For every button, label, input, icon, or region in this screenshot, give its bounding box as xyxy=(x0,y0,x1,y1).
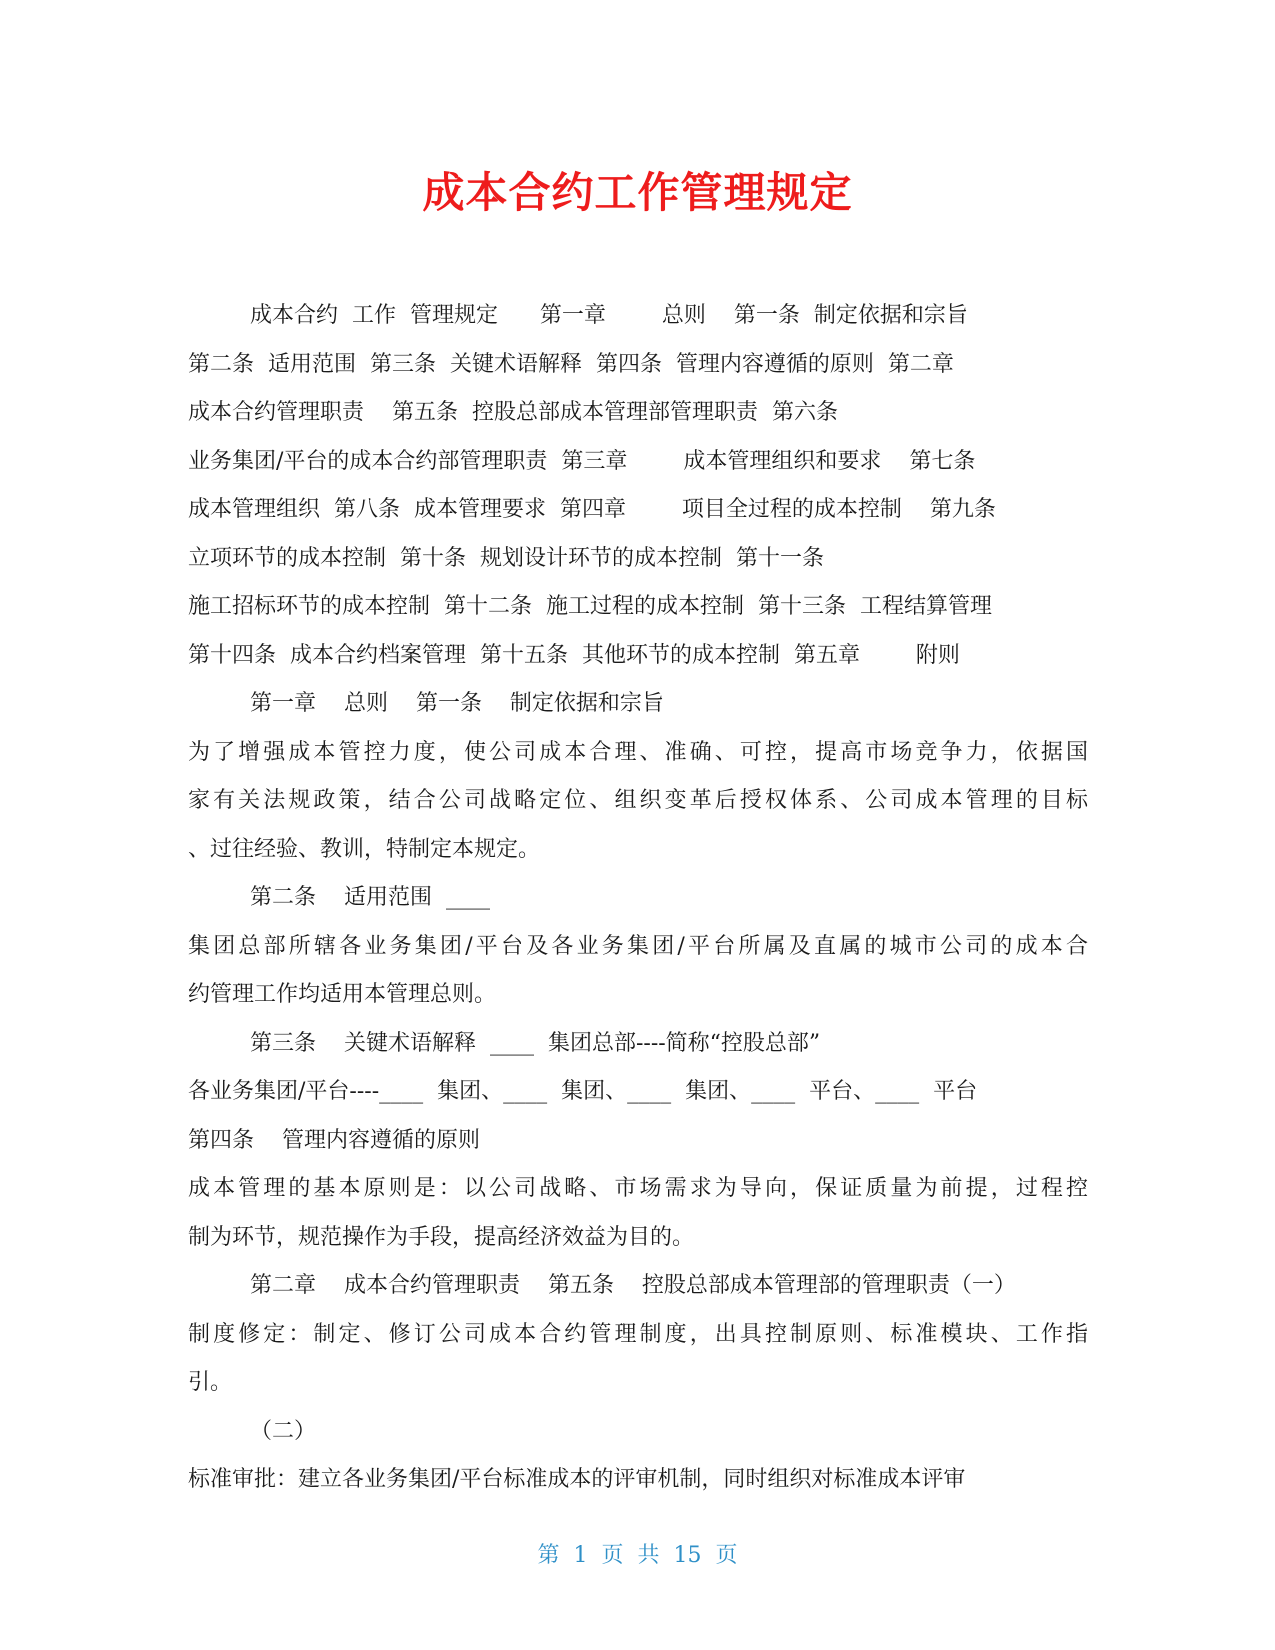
toc-line: 业务集团/平台的成本合约部管理职责 第三章 成本管理组织和要求 第七条 xyxy=(188,448,976,474)
document-body xyxy=(188,292,1088,1505)
paragraph-line: 标准审批：建立各业务集团/平台标准成本的评审机制，同时组织对标准成本评审 xyxy=(188,1467,966,1492)
section-heading: 第一章 总则 第一条 制定依据和宗旨 xyxy=(250,691,664,716)
toc-line: 施工招标环节的成本控制 第十二条 施工过程的成本控制 第十三条 工程结算管理 xyxy=(188,594,992,619)
section-heading: 第二条 适用范围 ____ xyxy=(250,885,490,910)
section-heading: 第三条 关键术语解释 ____ 集团总部----简称“控股总部” xyxy=(250,1030,821,1056)
document-title: 成本合约工作管理规定 xyxy=(422,168,853,217)
toc-line: 成本合约 工作 管理规定 第一章 总则 第一条 制定依据和宗旨 xyxy=(250,303,968,328)
paragraph-line: 家有关法规政策，结合公司战略定位、组织变革后授权体系、公司成本管理的目标 xyxy=(188,788,1088,813)
toc-line: 成本管理组织 第八条 成本管理要求 第四章 项目全过程的成本控制 第九条 xyxy=(188,497,996,522)
paragraph-line: 各业务集团/平台----____ 集团、____ 集团、____ 集团、____ 平台、____ 平台 xyxy=(188,1079,978,1104)
paragraph-line: 成本管理的基本原则是：以公司战略、市场需求为导向，保证质量为前提，过程控 xyxy=(188,1176,1088,1201)
section-heading: 第四条 管理内容遵循的原则 xyxy=(188,1127,480,1153)
toc-line: 成本合约管理职责 第五条 控股总部成本管理部管理职责 第六条 xyxy=(188,400,838,425)
list-marker: （二） xyxy=(250,1418,317,1444)
toc-line: 第二条 适用范围 第三条 关键术语解释 第四条 管理内容遵循的原则 第二章 xyxy=(188,351,954,377)
page-number-footer: 第 1 页 共 15 页 xyxy=(537,1543,738,1568)
toc-line: 立项环节的成本控制 第十条 规划设计环节的成本控制 第十一条 xyxy=(188,545,824,571)
paragraph-line: 制为环节，规范操作为手段，提高经济效益为目的。 xyxy=(188,1224,695,1250)
paragraph-line: 集团总部所辖各业务集团/平台及各业务集团/平台所属及直属的城市公司的成本合 xyxy=(188,933,1088,959)
toc-line: 第十四条 成本合约档案管理 第十五条 其他环节的成本控制 第五章 附则 xyxy=(188,642,960,668)
paragraph-line: 、过往经验、教训，特制定本规定。 xyxy=(188,836,541,862)
paragraph-line: 引。 xyxy=(188,1370,233,1395)
paragraph-line: 为了增强成本管控力度，使公司成本合理、准确、可控，提高市场竞争力，依据国 xyxy=(188,739,1088,765)
paragraph-line: 制度修定：制定、修订公司成本合约管理制度，出具控制原则、标准模块、工作指 xyxy=(188,1321,1088,1347)
section-heading: 第二章 成本合约管理职责 第五条 控股总部成本管理部的管理职责（一） xyxy=(250,1273,1016,1298)
paragraph-line: 约管理工作均适用本管理总则。 xyxy=(188,982,497,1007)
